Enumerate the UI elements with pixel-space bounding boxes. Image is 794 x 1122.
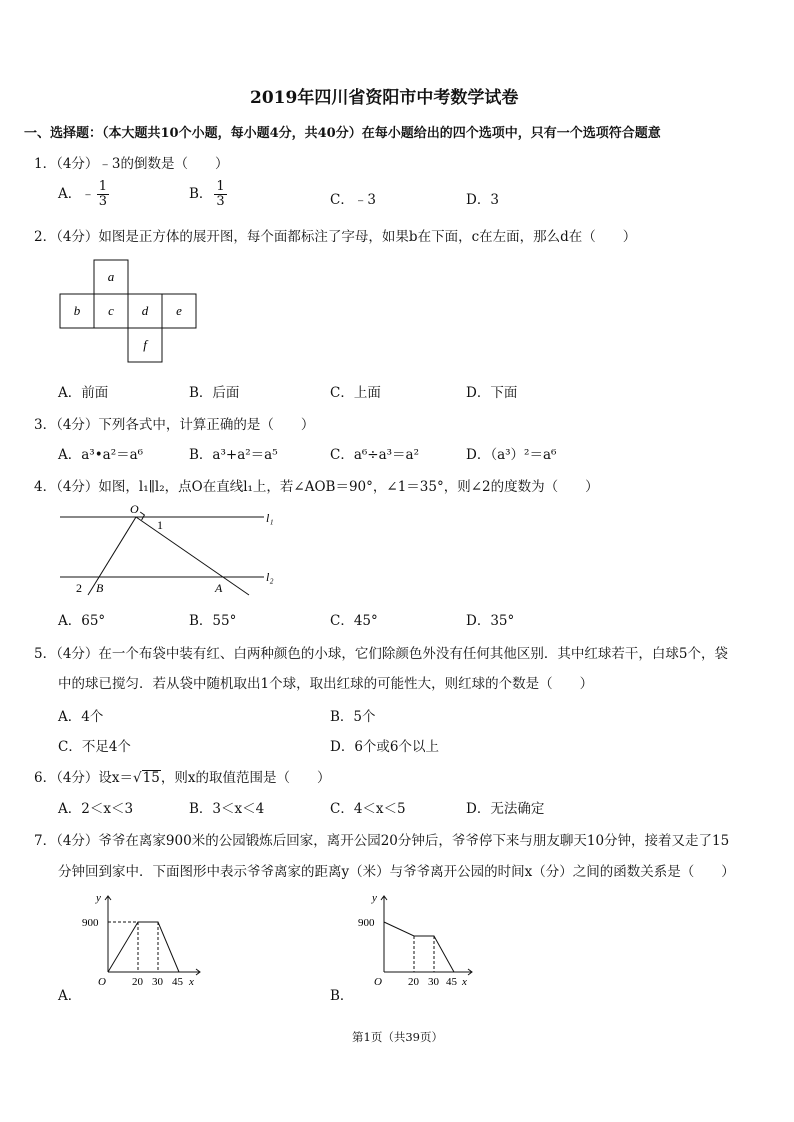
face-a: a xyxy=(107,269,115,284)
q5-option-d: D．6个或6个以上 xyxy=(330,739,440,755)
graph-b-y-label: y xyxy=(372,892,377,904)
face-c: c xyxy=(108,303,114,318)
q5-line-2: 中的球已搅匀．若从袋中随机取出1个球，取出红球的可能性大，则红球的个数是（ ） xyxy=(58,676,594,692)
q4-option-d: D．35° xyxy=(466,613,515,629)
q5-option-a: A．4个 xyxy=(58,709,104,725)
label-l1: l₁ xyxy=(266,511,274,525)
q1-stem: 1．（4分）﹣3的倒数是（ ） xyxy=(34,156,229,172)
q7-option-a-label: A． xyxy=(58,988,82,1004)
q6-stem: 6．（4分）设x＝√15，则x的取值范围是（ ） xyxy=(34,770,331,786)
label-o: O xyxy=(130,502,139,516)
section-heading: 一、选择题：（本大题共10个小题，每小题4分，共40分）在每小题给出的四个选项中，只有一个选项符合题意 xyxy=(24,126,661,141)
graph-a-20-label: 20 xyxy=(132,976,143,988)
q2-option-a: A．前面 xyxy=(58,385,109,401)
graph-a-x-label: x xyxy=(189,976,194,988)
q1-option-a: A．﹣ $\frac{1}{3}$ xyxy=(58,179,108,209)
q6-option-c: C．4＜x＜5 xyxy=(330,801,406,817)
q2-option-c: C．上面 xyxy=(330,385,381,401)
graph-a-900-label: 900 xyxy=(82,917,99,929)
page-footer: 第1页（共39页） xyxy=(352,1030,443,1044)
q5-option-c: C．不足4个 xyxy=(58,739,131,755)
q4-option-b: B．55° xyxy=(189,613,237,629)
sqrt-sign: √ xyxy=(133,770,142,786)
q6-option-a: A．2＜x＜3 xyxy=(58,801,134,817)
q4-option-c: C．45° xyxy=(330,613,378,629)
label-angle-2: 2 xyxy=(76,581,82,595)
graph-a-30-label: 30 xyxy=(152,976,163,988)
graph-a xyxy=(76,884,206,994)
q4-option-a: A．65° xyxy=(58,613,106,629)
graph-a-45-label: 45 xyxy=(172,976,183,988)
q1-option-c: C．﹣3 xyxy=(330,192,376,208)
label-l2: l₂ xyxy=(266,570,274,584)
graph-a-origin-label: O xyxy=(98,976,106,988)
face-b: b xyxy=(73,303,81,318)
q3-option-a: A．a³•a²＝a⁶ xyxy=(58,447,144,463)
radicand: 15 xyxy=(142,770,160,786)
q2-option-d: D．下面 xyxy=(466,385,518,401)
q4-stem: 4．（4分）如图，l₁∥l₂，点O在直线l₁上，若∠AOB＝90°，∠1＝35°，则∠2的度数为（ ） xyxy=(34,479,599,495)
cube-net-figure xyxy=(56,256,206,366)
parallel-lines-figure xyxy=(56,500,296,600)
graph-a-y-label: y xyxy=(96,892,101,904)
graph-b-30-label: 30 xyxy=(428,976,439,988)
page-title: 2019年四川省资阳市中考数学试卷 xyxy=(250,88,519,108)
graph-b-45-label: 45 xyxy=(446,976,457,988)
q3-option-b: B．a³+a²＝a⁵ xyxy=(189,447,278,463)
label-angle-1: 1 xyxy=(157,518,163,532)
graph-b-x-label: x xyxy=(462,976,467,988)
q2-stem: 2．（4分）如图是正方体的展开图，每个面都标注了字母，如果b在下面，c在左面，那么d在（ ） xyxy=(34,229,637,245)
label-b: B xyxy=(96,581,104,595)
fraction: $\frac{1}{3}$ xyxy=(98,179,108,209)
q1-option-b: B． $\frac{1}{3}$ xyxy=(189,179,225,209)
q7-line-1: 7．（4分）爷爷在离家900米的公园锻炼后回家，离开公园20分钟后，爷爷停下来与朋友聊天10分钟，接着又走了15 xyxy=(34,833,730,849)
graph-b-20-label: 20 xyxy=(408,976,419,988)
graph-b-origin-label: O xyxy=(374,976,382,988)
graph-b xyxy=(346,884,476,994)
graph-b-900-label: 900 xyxy=(358,917,375,929)
q5-line-1: 5．（4分）在一个布袋中装有红、白两种颜色的小球，它们除颜色外没有任何其他区别．其中红球若干，白球5个，袋 xyxy=(34,646,729,662)
fraction: $\frac{1}{3}$ xyxy=(216,179,225,209)
q2-option-b: B．后面 xyxy=(189,385,240,401)
face-f: f xyxy=(143,337,147,352)
q7-line-2: 分钟回到家中．下面图形中表示爷爷离家的距离y（米）与爷爷离开公园的时间x（分）之间的函数关系是（ ） xyxy=(58,864,735,880)
q3-option-c: C．a⁶÷a³＝a² xyxy=(330,447,420,463)
face-d: d xyxy=(141,303,149,318)
label-a: A xyxy=(215,581,223,595)
q3-stem: 3．（4分）下列各式中，计算正确的是（ ） xyxy=(34,417,315,433)
q5-option-b: B．5个 xyxy=(330,709,376,725)
q6-option-d: D．无法确定 xyxy=(466,801,545,817)
q7-option-b-label: B． xyxy=(330,988,354,1004)
q6-option-b: B．3＜x＜4 xyxy=(189,801,265,817)
face-e: e xyxy=(176,303,182,318)
q3-option-d: D．（a³）²＝a⁶ xyxy=(466,447,557,463)
q1-option-d: D．3 xyxy=(466,192,499,208)
